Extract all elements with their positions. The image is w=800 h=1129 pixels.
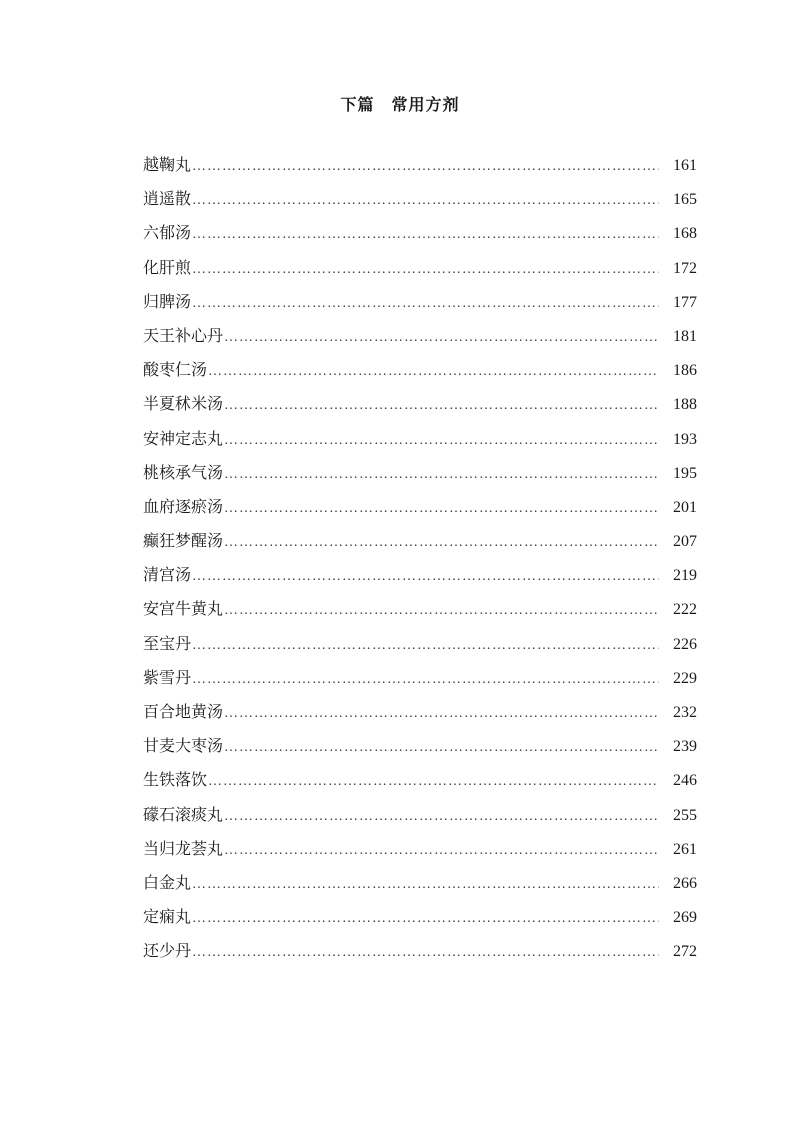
dot-leader xyxy=(192,638,659,654)
page-title: 下篇 常用方剂 xyxy=(340,95,460,114)
dot-leader xyxy=(192,193,659,209)
toc-entry-page-number: 229 xyxy=(673,669,697,687)
dot-leader xyxy=(208,774,659,790)
toc-entry-name: 定痫丸 xyxy=(143,907,192,927)
toc-entry[interactable] xyxy=(143,938,697,972)
toc-entry-name: 越鞠丸 xyxy=(143,155,192,174)
toc-entry[interactable] xyxy=(143,904,697,938)
toc-entry[interactable] xyxy=(143,426,697,460)
toc-entry-page-number: 165 xyxy=(673,191,697,209)
toc-entry[interactable] xyxy=(143,665,697,699)
toc-entry-page-number: 168 xyxy=(673,225,697,243)
toc-entry-page-number: 181 xyxy=(673,327,697,345)
toc-entry-name: 安神定志丸 xyxy=(143,428,224,448)
toc-entry-page-number: 272 xyxy=(673,943,697,961)
toc-entry-page-number: 201 xyxy=(673,498,697,516)
toc-entry-page-number: 186 xyxy=(673,362,697,380)
toc-entry-page-number: 161 xyxy=(673,157,697,174)
table-of-contents xyxy=(143,152,697,973)
dot-leader xyxy=(224,501,659,517)
toc-entry-page-number: 246 xyxy=(673,772,697,790)
toc-entry-page-number: 261 xyxy=(673,840,697,858)
toc-entry-page-number: 172 xyxy=(673,259,697,277)
toc-entry-page-number: 222 xyxy=(673,601,697,619)
toc-entry[interactable] xyxy=(143,323,697,357)
toc-entry-name: 生铁落饮 xyxy=(143,770,208,790)
dot-leader xyxy=(192,911,659,927)
toc-entry[interactable] xyxy=(143,802,697,836)
dot-leader xyxy=(192,262,659,278)
toc-entry[interactable] xyxy=(143,596,697,630)
toc-entry[interactable] xyxy=(143,357,697,391)
toc-entry[interactable] xyxy=(143,391,697,425)
toc-entry-name: 天王补心丹 xyxy=(143,325,224,345)
toc-entry[interactable] xyxy=(143,289,697,323)
dot-leader xyxy=(192,159,659,175)
toc-entry-page-number: 232 xyxy=(673,704,697,721)
toc-entry-name: 紫雪丹 xyxy=(143,667,192,687)
toc-entry-name: 清宫汤 xyxy=(143,565,192,585)
toc-entry[interactable] xyxy=(143,733,697,767)
dot-leader xyxy=(192,945,659,961)
toc-entry-page-number: 266 xyxy=(673,874,697,892)
dot-leader xyxy=(224,433,659,449)
dot-leader xyxy=(192,877,659,893)
toc-entry-name: 当归龙荟丸 xyxy=(143,838,224,858)
toc-entry-name: 归脾汤 xyxy=(143,291,192,311)
toc-entry-name: 酸枣仁汤 xyxy=(143,360,208,380)
dot-leader xyxy=(192,296,659,312)
toc-entry-name: 逍遥散 xyxy=(143,189,192,209)
toc-entry-page-number: 269 xyxy=(673,909,697,927)
dot-leader xyxy=(224,603,659,619)
toc-entry-name: 至宝丹 xyxy=(143,633,192,653)
toc-entry[interactable] xyxy=(143,186,697,220)
dot-leader xyxy=(208,364,659,380)
dot-leader xyxy=(192,569,659,585)
toc-entry-name: 甘麦大枣汤 xyxy=(143,736,224,756)
dot-leader xyxy=(224,843,659,859)
toc-entry[interactable] xyxy=(143,528,697,562)
toc-entry[interactable] xyxy=(143,631,697,665)
dot-leader xyxy=(224,809,659,825)
dot-leader xyxy=(224,706,659,722)
dot-leader xyxy=(224,398,659,414)
toc-entry[interactable] xyxy=(143,836,697,870)
toc-entry-page-number: 177 xyxy=(673,293,697,311)
toc-entry-page-number: 239 xyxy=(673,738,697,756)
toc-entry-page-number: 195 xyxy=(673,464,697,482)
toc-entry[interactable] xyxy=(143,460,697,494)
toc-entry-name: 六郁汤 xyxy=(143,223,192,243)
toc-entry[interactable] xyxy=(143,699,697,733)
toc-entry-name: 礞石滚痰丸 xyxy=(143,804,224,824)
dot-leader xyxy=(224,535,659,551)
toc-entry-name: 百合地黄汤 xyxy=(143,702,224,721)
toc-entry-page-number: 255 xyxy=(673,806,697,824)
toc-entry-page-number: 219 xyxy=(673,567,697,585)
toc-entry[interactable] xyxy=(143,562,697,596)
toc-entry-name: 化肝煎 xyxy=(143,257,192,277)
toc-entry-page-number: 193 xyxy=(673,430,697,448)
toc-entry[interactable] xyxy=(143,870,697,904)
toc-entry[interactable] xyxy=(143,767,697,801)
toc-entry-name: 血府逐瘀汤 xyxy=(143,496,224,516)
dot-leader xyxy=(224,467,659,483)
toc-entry[interactable] xyxy=(143,255,697,289)
toc-entry[interactable] xyxy=(143,152,697,186)
dot-leader xyxy=(224,740,659,756)
toc-entry[interactable] xyxy=(143,220,697,254)
dot-leader xyxy=(192,227,659,243)
toc-entry-name: 半夏秫米汤 xyxy=(143,394,224,414)
toc-entry-name: 桃核承气汤 xyxy=(143,462,224,482)
toc-entry-name: 癫狂梦醒汤 xyxy=(143,531,224,551)
dot-leader xyxy=(224,330,659,346)
toc-entry-name: 还少丹 xyxy=(143,941,192,961)
dot-leader xyxy=(192,672,659,688)
toc-entry-page-number: 207 xyxy=(673,533,697,551)
toc-entry-page-number: 226 xyxy=(673,635,697,653)
toc-entry[interactable] xyxy=(143,494,697,528)
toc-entry-page-number: 188 xyxy=(673,396,697,414)
toc-entry-name: 白金丸 xyxy=(143,872,192,892)
toc-entry-name: 安宫牛黄丸 xyxy=(143,599,224,619)
